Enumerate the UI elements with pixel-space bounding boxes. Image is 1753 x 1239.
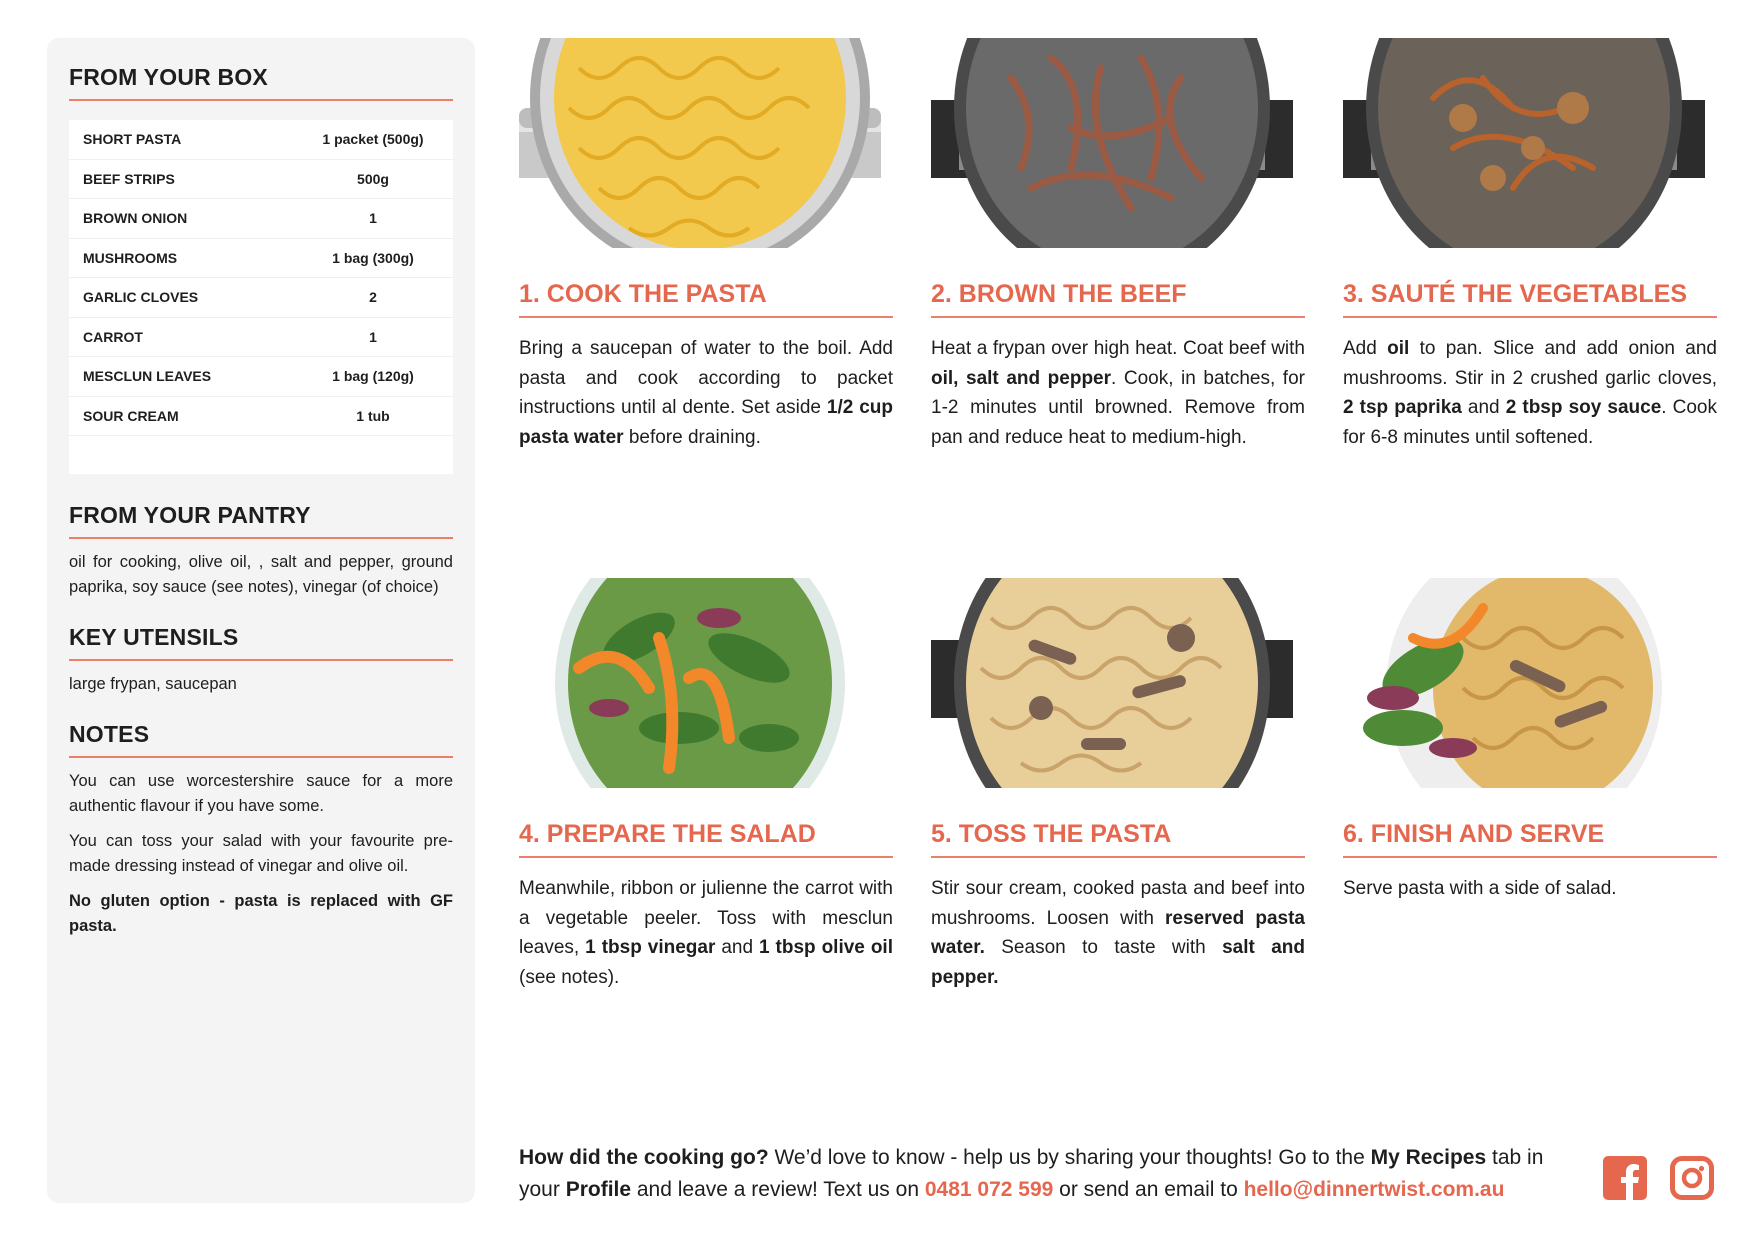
ingredient-row	[69, 278, 453, 318]
step-text-bold: 2 tsp paprika	[1343, 397, 1462, 418]
utensils-section	[69, 624, 453, 697]
onion-mushrooms-in-pan-image	[1343, 38, 1705, 248]
note-1: You can use worcestershire sauce for a more authentic flavour if you have some.	[69, 772, 453, 815]
step-text-run: Meanwhile, ribbon or julienne the carrot with a vegetable peeler. Toss with mesclun leaves,	[519, 878, 893, 958]
step-text-bold: 1 tbsp olive oil	[758, 937, 893, 958]
beef-strips-in-pan-image	[931, 38, 1293, 248]
step-4	[519, 578, 893, 992]
creamy-pasta-in-pan-image	[931, 578, 1293, 788]
ingredient-name: BROWN ONION	[69, 199, 293, 239]
ingredient-row	[69, 317, 453, 357]
note-2: You can toss your salad with your favourite pre-made dressing instead of vinegar and olive oil.	[69, 832, 453, 875]
step-text-run: . Cook, in batches, for 1-2 minutes until browned. Remove from pan and reduce heat to medium-high.	[931, 367, 1305, 448]
step-text-bold: salt and pepper.	[931, 937, 1305, 988]
step-text-run: and	[1461, 397, 1506, 418]
step-2	[931, 38, 1305, 452]
step-6	[1343, 578, 1717, 904]
ingredient-row	[69, 199, 453, 239]
email-link[interactable]: hello@dinnertwist.com.au	[1243, 1177, 1505, 1201]
phone-link[interactable]: 0481 072 599	[924, 1177, 1054, 1201]
footer-text-run: or send an email to	[1053, 1177, 1244, 1201]
step-text-run: Season to taste with	[984, 937, 1223, 958]
step-text-run: and	[715, 937, 759, 958]
feedback-footer	[519, 1142, 1579, 1205]
step-text-run: Add	[1343, 338, 1388, 359]
ingredient-name: GARLIC CLOVES	[69, 278, 293, 318]
ingredient-quantity: 500g	[293, 159, 453, 199]
ingredient-quantity: 1 packet (500g)	[293, 120, 453, 159]
salad-in-bowl-image	[519, 578, 881, 788]
step-4-title: 4. PREPARE THE SALAD	[519, 820, 893, 858]
step-2-text	[931, 334, 1305, 452]
step-5-title: 5. TOSS THE PASTA	[931, 820, 1305, 858]
ingredient-row	[69, 357, 453, 397]
ingredient-name: SOUR CREAM	[69, 396, 293, 436]
step-text-run: Heat a frypan over high heat. Coat beef with	[931, 338, 1305, 359]
ingredient-quantity: 2	[293, 278, 453, 318]
ingredients-table	[69, 120, 453, 474]
step-text-bold: reserved pasta water.	[931, 907, 1305, 958]
step-4-text	[519, 874, 893, 992]
step-3-text	[1343, 334, 1717, 452]
ingredient-name: MUSHROOMS	[69, 238, 293, 278]
ingredient-name: BEEF STRIPS	[69, 159, 293, 199]
ingredient-row	[69, 159, 453, 199]
step-6-text	[1343, 874, 1717, 904]
pantry-section	[69, 502, 453, 600]
from-your-pantry-heading: FROM YOUR PANTRY	[69, 502, 453, 539]
footer-bold: How did the cooking go?	[519, 1146, 769, 1169]
step-text-bold: oil, salt and pepper	[931, 367, 1112, 389]
ingredient-quantity: 1 bag (120g)	[293, 357, 453, 397]
ingredient-name: SHORT PASTA	[69, 120, 293, 159]
pasta-in-colander-image	[519, 38, 881, 248]
step-text-run: Serve pasta with a side of salad.	[1343, 878, 1617, 899]
footer-text-run: and leave a review! Text us on	[631, 1177, 925, 1201]
step-text-run: (see notes).	[519, 966, 620, 988]
utensils-text: large frypan, saucepan	[69, 675, 237, 693]
step-5	[931, 578, 1305, 992]
step-text-run: to pan. Slice and add onion and mushrooms. Stir in 2 crushed garlic cloves,	[1343, 338, 1717, 389]
step-text-bold: 1/2 cup pasta water	[519, 397, 893, 448]
step-1-text	[519, 334, 893, 452]
step-1	[519, 38, 893, 452]
ingredients-sidebar	[47, 38, 475, 1203]
footer-text-run: We’d love to know - help us by sharing your thoughts! Go to the	[768, 1146, 1371, 1169]
ingredient-row	[69, 120, 453, 159]
step-text-bold: oil	[1387, 338, 1410, 359]
step-5-text	[931, 874, 1305, 992]
plated-pasta-with-salad-image	[1343, 578, 1705, 788]
ingredient-row	[69, 238, 453, 278]
recipe-steps	[519, 38, 1719, 998]
step-text-run: . Cook for 6-8 minutes until softened.	[1343, 397, 1718, 448]
notes-section	[69, 721, 453, 939]
facebook-icon[interactable]	[1603, 1156, 1647, 1200]
step-3	[1343, 38, 1717, 452]
notes-heading: NOTES	[69, 721, 453, 758]
step-text-run: Bring a saucepan of water to the boil. Add pasta and cook according to packet instructions until al dente. Set aside	[519, 338, 893, 418]
ingredient-quantity: 1 bag (300g)	[293, 238, 453, 278]
footer-bold: My Recipes	[1370, 1146, 1487, 1169]
step-text-bold: 1 tbsp vinegar	[585, 937, 716, 958]
ingredient-quantity: 1 tub	[293, 396, 453, 436]
ingredient-name: CARROT	[69, 317, 293, 357]
step-1-title: 1. COOK THE PASTA	[519, 280, 893, 318]
step-text-run: before draining.	[623, 426, 761, 448]
from-your-box-heading: FROM YOUR BOX	[69, 64, 453, 101]
step-2-title: 2. BROWN THE BEEF	[931, 280, 1305, 318]
footer-bold: Profile	[565, 1177, 632, 1201]
ingredient-name: MESCLUN LEAVES	[69, 357, 293, 397]
gluten-note: No gluten option - pasta is replaced with GF pasta.	[69, 892, 453, 935]
step-3-title: 3. SAUTÉ THE VEGETABLES	[1343, 280, 1717, 318]
key-utensils-heading: KEY UTENSILS	[69, 624, 453, 661]
instagram-icon[interactable]	[1670, 1156, 1714, 1200]
pantry-text: oil for cooking, olive oil, , salt and pepper, ground paprika, soy sauce (see notes), vinegar (of choice)	[69, 553, 453, 596]
ingredient-row	[69, 396, 453, 436]
footer-text-run: tab in your	[519, 1146, 1544, 1201]
step-text-run: Stir sour cream, cooked pasta and beef into mushrooms. Loosen with	[931, 878, 1305, 929]
step-text-bold: 2 tbsp soy sauce	[1505, 397, 1662, 418]
table-spacer	[69, 436, 453, 475]
step-6-title: 6. FINISH AND SERVE	[1343, 820, 1717, 858]
ingredient-quantity: 1	[293, 317, 453, 357]
ingredient-quantity: 1	[293, 199, 453, 239]
